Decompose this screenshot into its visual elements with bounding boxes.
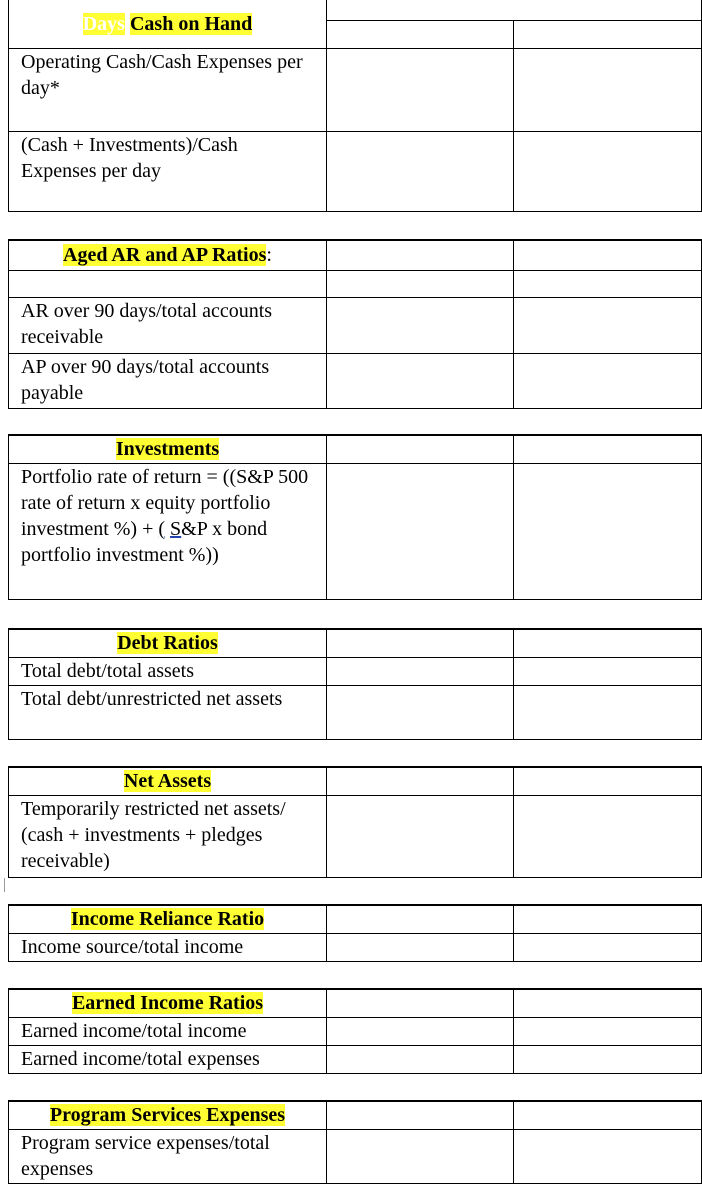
metric-label: Total debt/total assets bbox=[9, 657, 327, 685]
debt-ratios-table bbox=[8, 628, 702, 740]
value-cell[interactable] bbox=[327, 1045, 514, 1073]
metric-label: AR over 90 days/total accounts receivable bbox=[9, 297, 327, 353]
value-cell[interactable] bbox=[514, 657, 702, 685]
value-cell[interactable] bbox=[514, 629, 702, 657]
value-cell[interactable] bbox=[514, 767, 702, 795]
value-cell[interactable] bbox=[514, 685, 702, 739]
value-cell[interactable] bbox=[514, 353, 702, 408]
table-move-handle[interactable] bbox=[0, 878, 5, 892]
value-cell[interactable] bbox=[514, 132, 702, 212]
section-title-colon: : bbox=[266, 244, 272, 267]
metric-label bbox=[9, 463, 327, 599]
investments-table bbox=[8, 434, 702, 600]
value-cell[interactable] bbox=[514, 905, 702, 933]
value-cell[interactable] bbox=[327, 629, 514, 657]
section-title-text: Income Reliance Ratio bbox=[70, 908, 265, 931]
section-title-text: Aged AR and AP Ratios bbox=[63, 244, 267, 267]
metric-label: Earned income/total income bbox=[9, 1017, 327, 1045]
section-title-text: Earned Income Ratios bbox=[71, 992, 264, 1015]
value-cell[interactable] bbox=[514, 21, 702, 49]
metric-label: Total debt/unrestricted net assets bbox=[9, 685, 327, 739]
value-cell[interactable] bbox=[327, 1017, 514, 1045]
value-cell[interactable] bbox=[514, 795, 702, 877]
section-title-text: Debt Ratios bbox=[117, 632, 218, 655]
section-title bbox=[9, 0, 327, 49]
value-cell[interactable] bbox=[327, 297, 514, 353]
value-cell[interactable] bbox=[514, 989, 702, 1017]
metric-label: Earned income/total expenses bbox=[9, 1045, 327, 1073]
value-cell[interactable] bbox=[514, 463, 702, 599]
tracked-change-paren: ( bbox=[158, 517, 166, 540]
metric-label: AP over 90 days/total accounts payable bbox=[9, 353, 327, 408]
value-cell[interactable] bbox=[327, 270, 514, 297]
section-title-prefix: Days bbox=[82, 12, 125, 35]
section-title bbox=[9, 767, 327, 795]
section-title bbox=[9, 435, 327, 463]
value-cell[interactable] bbox=[327, 49, 514, 132]
value-cell[interactable] bbox=[514, 933, 702, 961]
tracked-change-letter: S bbox=[170, 517, 182, 540]
metric-label-text-cont: &P x bond portfolio investment %)) bbox=[21, 517, 268, 566]
value-cell[interactable] bbox=[327, 1129, 514, 1183]
section-title bbox=[9, 905, 327, 933]
metric-label: Operating Cash/Cash Expenses per day* bbox=[9, 49, 327, 132]
merged-header-cell[interactable] bbox=[327, 0, 702, 21]
value-cell[interactable] bbox=[514, 270, 702, 297]
value-cell[interactable] bbox=[514, 240, 702, 270]
value-cell[interactable] bbox=[514, 49, 702, 132]
section-title-text: Investments bbox=[115, 438, 220, 461]
value-cell[interactable] bbox=[514, 1129, 702, 1183]
section-title bbox=[9, 1101, 327, 1129]
net-assets-table bbox=[8, 766, 702, 878]
metric-label: Program service expenses/total expenses bbox=[9, 1129, 327, 1183]
income-reliance-table bbox=[8, 904, 702, 962]
value-cell[interactable] bbox=[327, 989, 514, 1017]
value-cell[interactable] bbox=[514, 297, 702, 353]
metric-label-text: Portfolio rate of return = ((S&P 500 rate of return x equity portfolio investment %) + bbox=[21, 465, 309, 540]
value-cell[interactable] bbox=[327, 933, 514, 961]
metric-label: (Cash + Investments)/Cash Expenses per day bbox=[9, 132, 327, 212]
aged-ar-ap-table bbox=[8, 239, 702, 409]
value-cell[interactable] bbox=[327, 435, 514, 463]
value-cell[interactable] bbox=[327, 463, 514, 599]
metric-label: Income source/total income bbox=[9, 933, 327, 961]
section-title bbox=[9, 629, 327, 657]
program-services-table bbox=[8, 1100, 702, 1184]
days-cash-on-hand-table bbox=[8, 0, 702, 212]
value-cell[interactable] bbox=[327, 21, 514, 49]
section-title bbox=[9, 989, 327, 1017]
value-cell[interactable] bbox=[514, 435, 702, 463]
section-title-text: Program Services Expenses bbox=[49, 1104, 286, 1127]
section-title-text: Net Assets bbox=[123, 770, 212, 793]
value-cell[interactable] bbox=[514, 1101, 702, 1129]
value-cell[interactable] bbox=[327, 353, 514, 408]
value-cell[interactable] bbox=[327, 1101, 514, 1129]
value-cell[interactable] bbox=[514, 1017, 702, 1045]
value-cell[interactable] bbox=[327, 132, 514, 212]
value-cell[interactable] bbox=[327, 240, 514, 270]
value-cell[interactable] bbox=[327, 905, 514, 933]
section-title-text: Cash on Hand bbox=[129, 12, 253, 35]
section-title bbox=[9, 240, 327, 270]
spacer-cell bbox=[9, 270, 327, 297]
earned-income-table bbox=[8, 988, 702, 1074]
value-cell[interactable] bbox=[327, 795, 514, 877]
metric-label: Temporarily restricted net assets/ (cash + investments + pledges receivable) bbox=[9, 795, 327, 877]
value-cell[interactable] bbox=[327, 657, 514, 685]
value-cell[interactable] bbox=[327, 767, 514, 795]
value-cell[interactable] bbox=[327, 685, 514, 739]
value-cell[interactable] bbox=[514, 1045, 702, 1073]
